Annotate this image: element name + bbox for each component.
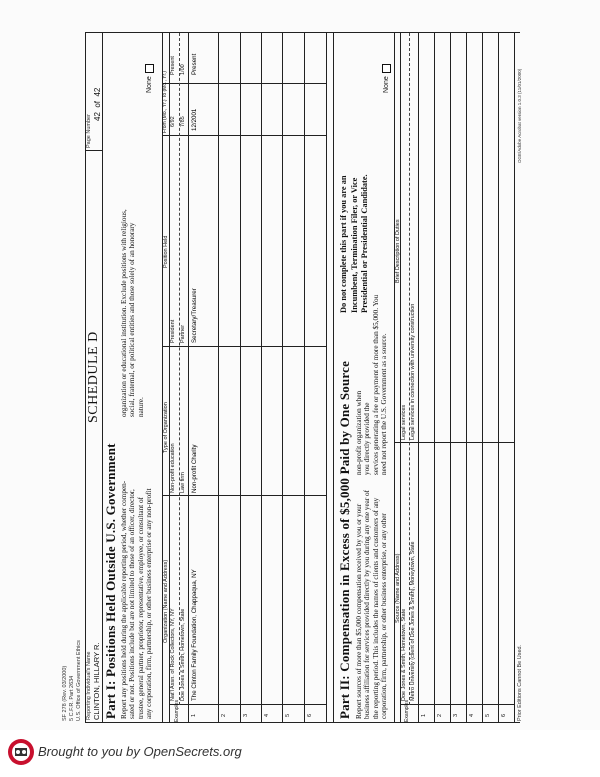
part1-none-checkbox[interactable] [145,64,154,73]
part2-row-5-num: 5 [485,713,491,717]
part2-title: Part II: Compensation in Excess of $5,000 Paid by One Source [337,360,352,719]
part1-row-1-org: The Clinton Family Foundation, Chappaqua, NY [191,569,198,701]
opensecrets-footer [0,730,600,777]
part2-row-2-num: 2 [437,713,443,717]
part1-example-2-to: 1/00 [180,64,186,75]
part2-example-2-source: Metro University (client of Doe Jones & Smith), Moneytown, State [410,541,416,701]
sf278-schedule-d-form [58,33,524,723]
part1-row-6-num: 6 [307,713,313,717]
software-version-note: OGE/Adobe Acrobat version 1.0.3 (11/01/2000) [517,68,522,163]
part1-row-2-num: 2 [221,713,227,717]
part1-example-1-position: President [170,319,176,343]
part2-examples-label: Examples [404,700,410,722]
part2-none-label: None [383,76,390,93]
form-id: SF 278 (Rev. 03/2000) [62,665,68,721]
part1-row-5-num: 5 [285,713,291,717]
part2-example-2-duties: Legal services in connection with university construction [410,303,416,440]
part1-example-2-from: 7/85 [180,116,186,127]
part2-example-1-source: Doe Jones & Smith, Hometown, State [401,608,407,701]
part1-row-1-from: 12/2001 [191,108,198,131]
form-cfr: 5 C.F.R. Part 2634 [69,675,75,721]
prior-editions-note: Prior Editions Cannot Be Used. [517,644,523,721]
part2-row-1-num: 1 [421,713,427,717]
part1-col-from-to: From (Mo., Yr.) To (Mo., Yr.) [162,71,168,133]
part1-body-right: organization or educational institution. Exclude positions with religious, social, fraternal, or political entities and those solely of an honorary nature. [120,209,145,417]
part1-example-1-to: Present [170,56,176,75]
page-number: 42 of 42 [93,87,102,121]
page-number-label: Page Number [86,114,92,148]
part2-example-1-duties: Legal services [401,404,407,440]
part2-row-4-num: 4 [469,713,475,717]
part2-row-3-num: 3 [453,713,459,717]
part1-row-3-num: 3 [243,713,249,717]
form-office: U.S. Office of Government Ethics [76,640,82,721]
part1-row-1-num: 1 [191,713,197,717]
schedule-title: SCHEDULE D [86,331,101,423]
part1-examples-label: Examples [174,700,180,722]
part2-none-checkbox[interactable] [382,64,391,73]
part1-row-1-type: Non-profit Charity [191,444,198,493]
part1-row-1-to: Present [191,53,198,75]
part1-row-1-position: Secretary/Treasurer [191,288,198,343]
part1-example-2-position: Partner [180,324,186,343]
name-value: CLINTON, HILLARY R. [92,642,101,720]
part1-col-type: Type of Organization [163,402,169,453]
part2-body: Report sources of more than $5,000 compensation received by you or your business affiliation for services provided directly by you during any one year of the reporting period. This includes the names of clients and customers of any corporation, firm, partnership, or other business enterprise, or any other [355,489,388,719]
watermark-text[interactable]: Brought to you by OpenSecrets.org [38,744,242,759]
opensecrets-logo-icon [6,736,36,768]
name-label: Reporting Individual's Name [86,651,92,720]
part1-col-org: Organization (Name and Address) [163,559,169,643]
part1-example-2-type: Law firm [180,472,186,493]
part1-example-1-type: Non-profit education [170,443,176,493]
part1-row-4-num: 4 [264,713,270,717]
part2-col-duties: Brief Description of Duties [395,219,401,283]
part2-body-right: Do not complete this part if you are an Incumbent, Termination Filer, or Vice Presidential or Presidential Candidate. [339,174,369,313]
part2-col-source: Source (Name and Address) [395,553,401,623]
part1-col-position: Position Held [163,235,169,268]
part2-body-mid: non-profit organization when you directly provided the services generating a fee or payment of more than $5,000. You need not report the U.S. Government as a source. [355,294,388,475]
part1-body: Report any positions held during the applicable reporting period, whether compen- sated or not. Positions include but are not limited to those of an officer, director, trustee, general partner, proprietor, representative, employee, or consultant of any corporation, firm, partnership, or other business enterprise or any non-profit [120,480,153,719]
part1-example-1-org: Nat'l Assn. of Rock Collectors, NY, NY [170,608,176,701]
part1-title: Part I: Positions Held Outside U.S. Government [103,443,118,719]
part1-none-label: None [146,76,153,93]
part2-row-6-num: 6 [501,713,507,717]
part1-example-2-org: Doe Jones & Smith, Hometown, State [180,608,186,701]
part1-example-1-from: 6/92 [170,116,176,127]
